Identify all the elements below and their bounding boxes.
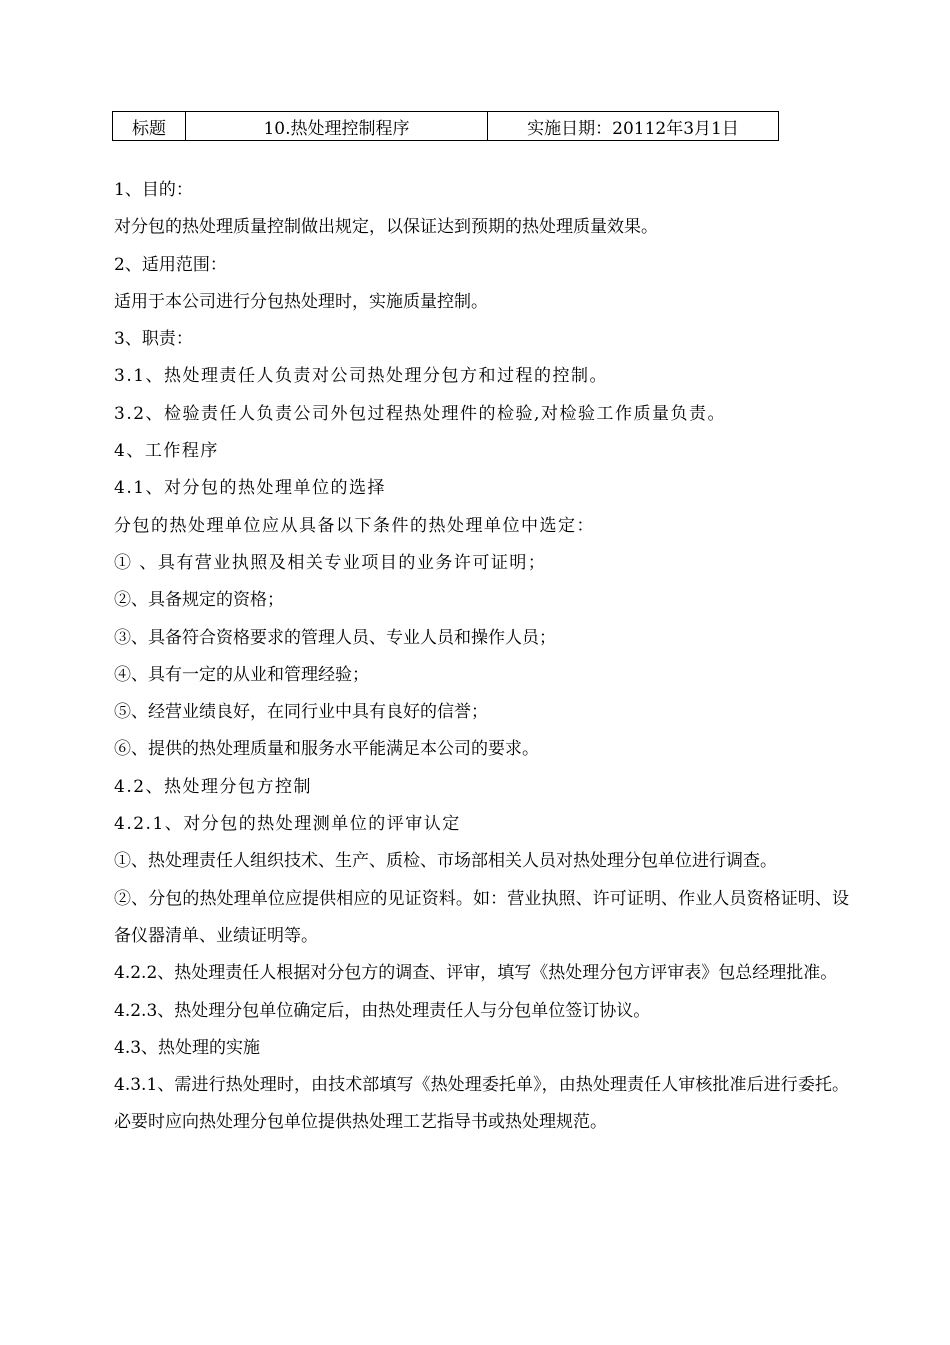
subheading-4-2-1: 4.2.1、对分包的热处理测单位的评审认定 <box>114 814 461 835</box>
paragraph-4-2-1-a: ①、热处理责任人组织技术、生产、质检、市场部相关人员对热处理分包单位进行调查。 <box>114 851 777 872</box>
paragraph-4-1-intro: 分包的热处理单位应从具备以下条件的热处理单位中选定： <box>114 515 595 536</box>
list-item-6: ⑥、提供的热处理质量和服务水平能满足本公司的要求。 <box>114 739 539 760</box>
section-heading-purpose: 1、目的： <box>114 180 193 200</box>
list-item-4: ④、具有一定的从业和管理经验； <box>114 664 369 685</box>
paragraph-purpose: 对分包的热处理质量控制做出规定，以保证达到预期的热处理质量效果。 <box>114 217 658 238</box>
list-item-3: ③、具备符合资格要求的管理人员、专业人员和操作人员； <box>114 627 556 648</box>
paragraph-4-3-1: 4.3.1、需进行热处理时，由技术部填写《热处理委托单》，由热处理责任人审核批准后进行委托。必要时应向热处理分包单位提供热处理工艺指导书或热处理规范。 <box>114 1075 849 1133</box>
document-body <box>114 172 849 1142</box>
paragraph-4-2-2: 4.2.2、热处理责任人根据对分包方的调查、评审，填写《热处理分包方评审表》包总经理批准。 <box>114 963 838 984</box>
list-item-2: ②、具备规定的资格； <box>114 590 284 611</box>
section-heading-procedure: 4、工作程序 <box>114 441 219 462</box>
subheading-4-3: 4.3、热处理的实施 <box>114 1037 261 1058</box>
paragraph-4-2-1-b: ②、分包的热处理单位应提供相应的见证资料。如：营业执照、许可证明、作业人员资格证明、设备仪器清单、业绩证明等。 <box>114 888 849 946</box>
subheading-4-2: 4.2、热处理分包方控制 <box>114 776 313 797</box>
header-title-cell: 10.热处理控制程序 <box>186 112 488 141</box>
header-date-cell: 实施日期：20112年3月1日 <box>488 112 779 141</box>
list-item-1: ① 、具有营业执照及相关专业项目的业务许可证明； <box>114 552 547 573</box>
list-item-5: ⑤、经营业绩良好，在同行业中具有良好的信誉； <box>114 702 488 723</box>
section-heading-duties: 3、职责： <box>114 329 193 350</box>
paragraph-duty-3-2: 3.2、检验责任人负责公司外包过程热处理件的检验,对检验工作质量负责。 <box>114 403 726 424</box>
header-label-cell: 标题 <box>113 112 186 141</box>
paragraph-4-2-3: 4.2.3、热处理分包单位确定后，由热处理责任人与分包单位签订协议。 <box>114 1000 651 1021</box>
header-table <box>112 111 779 141</box>
paragraph-scope: 适用于本公司进行分包热处理时，实施质量控制。 <box>114 291 488 312</box>
subheading-4-1: 4.1、对分包的热处理单位的选择 <box>114 478 387 499</box>
section-heading-scope: 2、适用范围： <box>114 254 227 275</box>
paragraph-duty-3-1: 3.1、热处理责任人负责对公司热处理分包方和过程的控制。 <box>114 366 609 387</box>
header-row <box>113 112 779 141</box>
